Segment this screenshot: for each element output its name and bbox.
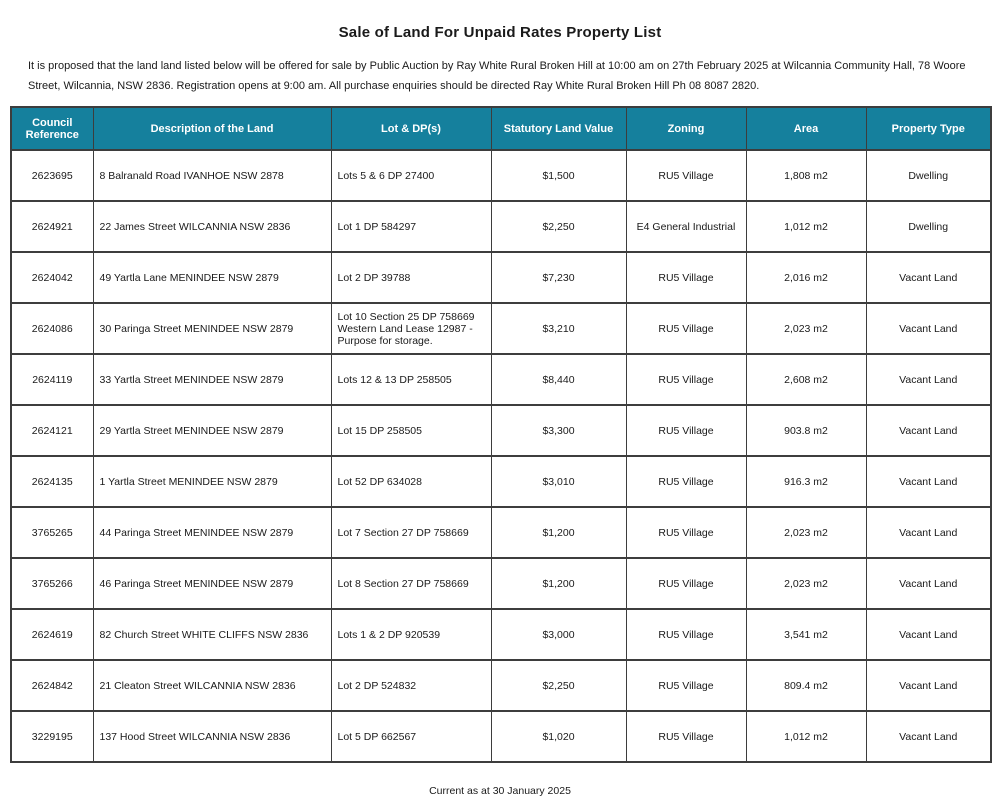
cell-council-reference: 2624921 <box>11 201 93 252</box>
table-row <box>11 150 991 201</box>
cell-description: 33 Yartla Street MENINDEE NSW 2879 <box>93 354 331 405</box>
cell-description: 1 Yartla Street MENINDEE NSW 2879 <box>93 456 331 507</box>
cell-zoning: RU5 Village <box>626 354 746 405</box>
cell-land-value: $3,210 <box>491 303 626 354</box>
table-row <box>11 456 991 507</box>
cell-lot-dp: Lot 5 DP 662567 <box>331 711 491 762</box>
cell-zoning: RU5 Village <box>626 609 746 660</box>
cell-council-reference: 2624135 <box>11 456 93 507</box>
cell-description: 82 Church Street WHITE CLIFFS NSW 2836 <box>93 609 331 660</box>
cell-land-value: $3,010 <box>491 456 626 507</box>
cell-property-type: Dwelling <box>866 150 991 201</box>
table-header-row <box>11 107 991 150</box>
cell-council-reference: 3229195 <box>11 711 93 762</box>
table-row <box>11 507 991 558</box>
property-table <box>10 106 992 763</box>
cell-description: 49 Yartla Lane MENINDEE NSW 2879 <box>93 252 331 303</box>
cell-property-type: Vacant Land <box>866 354 991 405</box>
table-row <box>11 252 991 303</box>
cell-lot-dp: Lot 10 Section 25 DP 758669 Western Land Lease 12987 - Purpose for storage. <box>331 303 491 354</box>
cell-land-value: $2,250 <box>491 660 626 711</box>
cell-property-type: Vacant Land <box>866 609 991 660</box>
cell-property-type: Vacant Land <box>866 303 991 354</box>
cell-zoning: E4 General Industrial <box>626 201 746 252</box>
cell-property-type: Vacant Land <box>866 405 991 456</box>
table-body <box>11 150 991 762</box>
cell-council-reference: 2624842 <box>11 660 93 711</box>
table-row <box>11 558 991 609</box>
cell-description: 30 Paringa Street MENINDEE NSW 2879 <box>93 303 331 354</box>
cell-land-value: $3,000 <box>491 609 626 660</box>
cell-area: 2,608 m2 <box>746 354 866 405</box>
cell-lot-dp: Lots 5 & 6 DP 27400 <box>331 150 491 201</box>
table-row <box>11 405 991 456</box>
column-header-area: Area <box>746 107 866 150</box>
cell-zoning: RU5 Village <box>626 405 746 456</box>
cell-council-reference: 2624619 <box>11 609 93 660</box>
cell-area: 916.3 m2 <box>746 456 866 507</box>
cell-zoning: RU5 Village <box>626 711 746 762</box>
cell-description: 21 Cleaton Street WILCANNIA NSW 2836 <box>93 660 331 711</box>
cell-description: 8 Balranald Road IVANHOE NSW 2878 <box>93 150 331 201</box>
cell-description: 29 Yartla Street MENINDEE NSW 2879 <box>93 405 331 456</box>
cell-lot-dp: Lot 52 DP 634028 <box>331 456 491 507</box>
cell-area: 2,023 m2 <box>746 507 866 558</box>
cell-area: 3,541 m2 <box>746 609 866 660</box>
cell-lot-dp: Lot 1 DP 584297 <box>331 201 491 252</box>
cell-zoning: RU5 Village <box>626 456 746 507</box>
cell-land-value: $8,440 <box>491 354 626 405</box>
cell-description: 22 James Street WILCANNIA NSW 2836 <box>93 201 331 252</box>
cell-area: 1,012 m2 <box>746 201 866 252</box>
table-row <box>11 711 991 762</box>
column-header-lot-dp: Lot & DP(s) <box>331 107 491 150</box>
cell-land-value: $1,200 <box>491 507 626 558</box>
cell-area: 2,023 m2 <box>746 558 866 609</box>
cell-land-value: $1,020 <box>491 711 626 762</box>
cell-council-reference: 2623695 <box>11 150 93 201</box>
table-row <box>11 609 991 660</box>
cell-description: 137 Hood Street WILCANNIA NSW 2836 <box>93 711 331 762</box>
cell-land-value: $7,230 <box>491 252 626 303</box>
cell-description: 44 Paringa Street MENINDEE NSW 2879 <box>93 507 331 558</box>
cell-area: 2,016 m2 <box>746 252 866 303</box>
cell-land-value: $2,250 <box>491 201 626 252</box>
table-row <box>11 660 991 711</box>
cell-land-value: $1,500 <box>491 150 626 201</box>
cell-lot-dp: Lot 2 DP 39788 <box>331 252 491 303</box>
cell-property-type: Vacant Land <box>866 252 991 303</box>
table-header <box>11 107 991 150</box>
cell-council-reference: 2624042 <box>11 252 93 303</box>
page-title: Sale of Land For Unpaid Rates Property List <box>338 24 662 41</box>
cell-council-reference: 3765266 <box>11 558 93 609</box>
cell-property-type: Vacant Land <box>866 507 991 558</box>
cell-lot-dp: Lot 2 DP 524832 <box>331 660 491 711</box>
cell-area: 1,012 m2 <box>746 711 866 762</box>
cell-land-value: $1,200 <box>491 558 626 609</box>
cell-council-reference: 3765265 <box>11 507 93 558</box>
cell-zoning: RU5 Village <box>626 507 746 558</box>
table-row <box>11 354 991 405</box>
cell-council-reference: 2624121 <box>11 405 93 456</box>
table-row <box>11 303 991 354</box>
column-header-zoning: Zoning <box>626 107 746 150</box>
cell-zoning: RU5 Village <box>626 150 746 201</box>
cell-zoning: RU5 Village <box>626 558 746 609</box>
column-header-description: Description of the Land <box>93 107 331 150</box>
cell-lot-dp: Lots 12 & 13 DP 258505 <box>331 354 491 405</box>
cell-zoning: RU5 Village <box>626 252 746 303</box>
cell-description: 46 Paringa Street MENINDEE NSW 2879 <box>93 558 331 609</box>
cell-zoning: RU5 Village <box>626 660 746 711</box>
cell-property-type: Vacant Land <box>866 660 991 711</box>
cell-area: 1,808 m2 <box>746 150 866 201</box>
cell-property-type: Vacant Land <box>866 456 991 507</box>
cell-area: 2,023 m2 <box>746 303 866 354</box>
cell-council-reference: 2624119 <box>11 354 93 405</box>
cell-council-reference: 2624086 <box>11 303 93 354</box>
cell-zoning: RU5 Village <box>626 303 746 354</box>
intro-paragraph: It is proposed that the land land listed below will be offered for sale by Public Auction by Ray White Rural Broken Hill at 10:00 am on 27th February 2025 at Wilcannia Community Hall, 78 Woore Street, Wilcannia, NSW 2836. Registration opens at 9:00 am. All purchase enquiries should be directed Ray White Rural Broken Hill Ph 08 8087 2820. <box>28 60 966 92</box>
cell-lot-dp: Lot 8 Section 27 DP 758669 <box>331 558 491 609</box>
cell-area: 903.8 m2 <box>746 405 866 456</box>
table-row <box>11 201 991 252</box>
column-header-property-type: Property Type <box>866 107 991 150</box>
cell-property-type: Vacant Land <box>866 558 991 609</box>
cell-lot-dp: Lot 7 Section 27 DP 758669 <box>331 507 491 558</box>
cell-land-value: $3,300 <box>491 405 626 456</box>
cell-lot-dp: Lots 1 & 2 DP 920539 <box>331 609 491 660</box>
cell-property-type: Vacant Land <box>866 711 991 762</box>
footer-current-date: Current as at 30 January 2025 <box>429 785 571 797</box>
cell-area: 809.4 m2 <box>746 660 866 711</box>
column-header-statutory-land-value: Statutory Land Value <box>491 107 626 150</box>
cell-property-type: Dwelling <box>866 201 991 252</box>
cell-lot-dp: Lot 15 DP 258505 <box>331 405 491 456</box>
column-header-council-reference: Council Reference <box>11 107 93 150</box>
